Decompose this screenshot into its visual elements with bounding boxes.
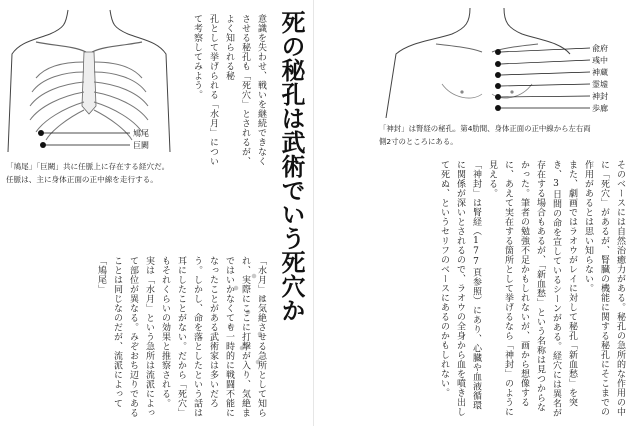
caption-line: 側2寸のところにある。 bbox=[379, 137, 458, 146]
left-figure-caption bbox=[6, 160, 178, 186]
chest-illustration bbox=[382, 8, 624, 118]
caption-line: 「鳩尾」「巨闕」共に任脈上に存在する経穴だ。 bbox=[6, 162, 170, 171]
left-page bbox=[0, 0, 313, 426]
paragraph: そのベースには自然治癒力がある。秘孔の急所的な作用の中に「死穴」があるが、腎臓の機能に関する秘孔にそこまでの作用があるとは思い知らない。 bbox=[583, 160, 625, 417]
paragraph: 孔として挙げられる「水月」について考察してみよう。 bbox=[192, 14, 218, 166]
label-reikyo: 霊墟 bbox=[592, 80, 608, 89]
label-kyubi: 鳩尾 bbox=[133, 129, 149, 138]
paragraph: また、劇画ではラオウがレイに対して秘孔「新血愁」を突き、3日間の命を宣しているシーンがある。経穴には異名が存在する場合もあるが、「新血愁」という名称は見つからなかった。筆者の勉強不足かもしれないが、画から想像するに、あえて実在する箇所として挙げるなら「神封」のように見える。 bbox=[487, 160, 577, 418]
point-ikuchu bbox=[495, 61, 501, 67]
paragraph: 意識を失わせ、戦いを継続できなくさせる秘孔も「死穴」とされるが、よく知られる秘 bbox=[224, 14, 266, 166]
caption-line: 「神封」は腎経の秘孔。第4肋間、身体正面の正中線から左右両 bbox=[379, 124, 591, 133]
paragraph: 実は「水月」という急所は流派によって部位が異なる。みぞおち辺りであることは同じなのだが、流派によって「鳩尾」 bbox=[96, 256, 154, 418]
right-figure-caption bbox=[379, 122, 631, 148]
point-horo bbox=[495, 105, 501, 111]
torso-front-illustration bbox=[6, 6, 172, 152]
right-body bbox=[436, 160, 628, 418]
point-shinzo bbox=[495, 72, 501, 78]
label-yufu: 兪府 bbox=[592, 44, 608, 53]
left-body-bottom bbox=[93, 256, 269, 420]
caption-line: 任脈は、主に身体正面の正中線を走行する。 bbox=[6, 175, 158, 184]
point-kyubi bbox=[38, 130, 44, 136]
point-yufu bbox=[495, 49, 501, 55]
left-body-top bbox=[189, 14, 269, 174]
page-title: 死の秘孔は武術でいう死穴か bbox=[277, 10, 305, 322]
label-shinpo: 神封 bbox=[592, 92, 608, 101]
label-koketsu: 巨闕 bbox=[133, 141, 149, 150]
paragraph: 「神封」は腎経（177頁参照）にあり、心臓や血液循環に関係が深いとされるので、ラオウの全身から血を噴き出して死ぬ、というセリフのベースにあるのかもしれない。 bbox=[439, 160, 481, 417]
label-shinzo: 神蔵 bbox=[592, 68, 608, 77]
point-shinpo bbox=[495, 94, 501, 100]
paragraph: 「水月」は気絶させる急所として知られ、実際にここに打撃が入り、気絶まではいかなくても一時的に戦闘不能になったことがある武術家は多いだろう。しかし、命を落としたという話は耳にしたことがない。だから「死穴」もそれくらいの効果と推察される。 bbox=[160, 256, 266, 418]
point-koketsu bbox=[40, 142, 46, 148]
label-horo: 歩廊 bbox=[592, 104, 608, 113]
label-ikuchu: 彧中 bbox=[592, 56, 608, 65]
point-reikyo bbox=[495, 83, 501, 89]
